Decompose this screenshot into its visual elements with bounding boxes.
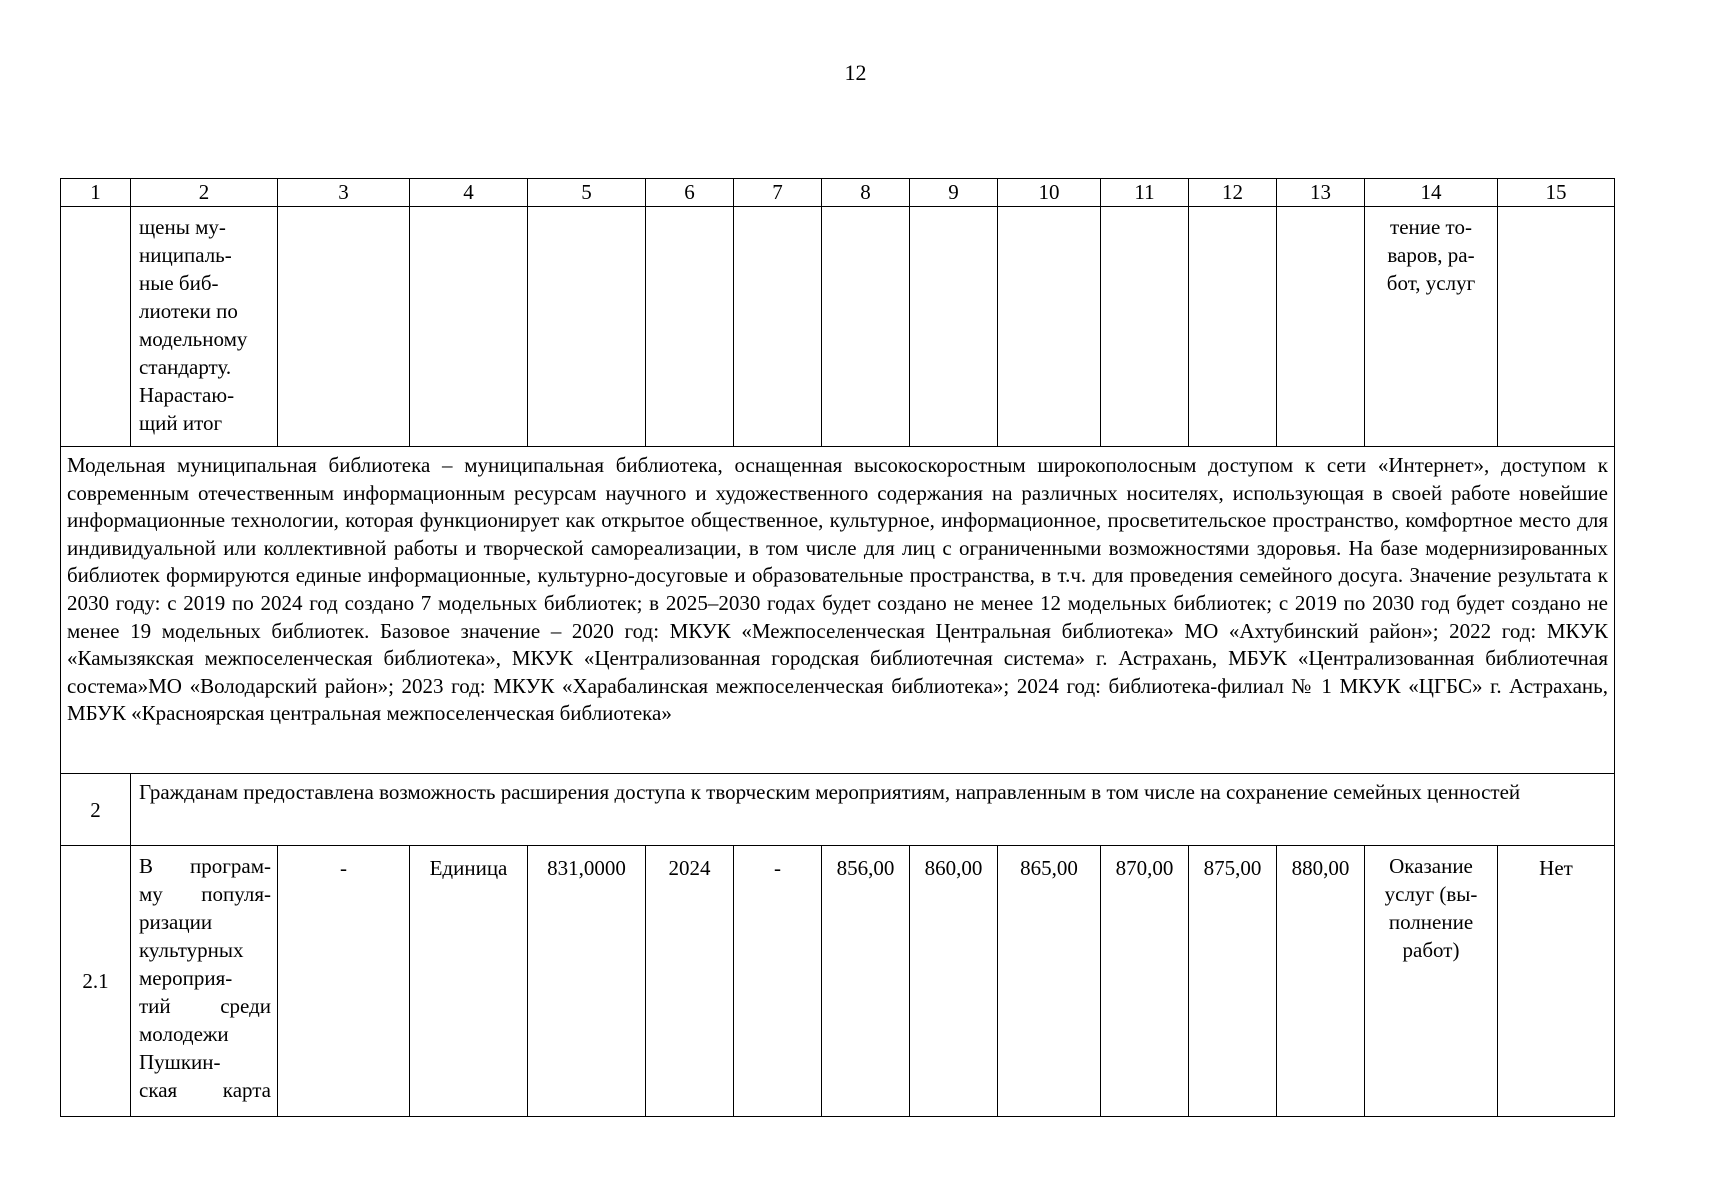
value-cell-col13: 880,00 bbox=[1277, 846, 1365, 1117]
description-row bbox=[61, 447, 1615, 774]
cell-col7: - bbox=[734, 846, 822, 1117]
indicator-row-2-1 bbox=[61, 846, 1615, 1117]
empty-cell bbox=[61, 207, 131, 447]
empty-cell bbox=[822, 207, 910, 447]
page-number: 12 bbox=[844, 60, 867, 85]
header-cell: 5 bbox=[528, 179, 646, 207]
section-title: Гражданам предоставлена возможность расширения доступа к творческим мероприятиям, направленным в том числе на сохранение семейных ценностей bbox=[131, 774, 1615, 846]
empty-cell bbox=[646, 207, 734, 447]
indicator-name: В програм- му популя- ризации культурных мероприя- тий среди молодежи Пушкин- ская карта bbox=[131, 846, 278, 1117]
empty-cell bbox=[1498, 207, 1615, 447]
unit-cell: Единица bbox=[410, 846, 528, 1117]
cell-col3: - bbox=[278, 846, 410, 1117]
row-number: 2.1 bbox=[61, 846, 131, 1117]
header-cell: 14 bbox=[1365, 179, 1498, 207]
indicators-table bbox=[60, 178, 1615, 1117]
header-cell: 8 bbox=[822, 179, 910, 207]
value-cell-col10: 865,00 bbox=[998, 846, 1101, 1117]
value-cell-col12: 875,00 bbox=[1189, 846, 1277, 1117]
continuation-row bbox=[61, 207, 1615, 447]
header-cell: 12 bbox=[1189, 179, 1277, 207]
result-type-continued: тение то- варов, ра- бот, услуг bbox=[1365, 207, 1498, 447]
header-cell: 13 bbox=[1277, 179, 1365, 207]
base-year-cell: 2024 bbox=[646, 846, 734, 1117]
indicator-name-continued: щены му- ниципаль- ные биб- лиотеки по модельному стандарту. Нарастаю- щий итог bbox=[131, 207, 278, 447]
empty-cell bbox=[734, 207, 822, 447]
header-cell: 7 bbox=[734, 179, 822, 207]
header-cell: 11 bbox=[1101, 179, 1189, 207]
result-type-cell: Оказание услуг (вы- полнение работ) bbox=[1365, 846, 1498, 1117]
empty-cell bbox=[1101, 207, 1189, 447]
section-number: 2 bbox=[61, 774, 131, 846]
header-cell: 10 bbox=[998, 179, 1101, 207]
value-cell-col9: 860,00 bbox=[910, 846, 998, 1117]
header-cell: 3 bbox=[278, 179, 410, 207]
empty-cell bbox=[528, 207, 646, 447]
header-cell: 15 bbox=[1498, 179, 1615, 207]
empty-cell bbox=[910, 207, 998, 447]
model-library-description: Модельная муниципальная библиотека – муниципальная библиотека, оснащенная высокоскоростным широкополосным доступом к сети «Интернет», доступом к современным отечественным информационным ресурсам научного и художественного содержания на различных носителях, использующая в своей работе новейшие информационные технологии, которая функционирует как открытое общественное, культурное, информационное, просветительское пространство, комфортное место для индивидуальной или коллективной работы и творческой самореализации, в том числе для лиц с ограниченными возможностями здоровья. На базе модернизированных библиотек формируются единые информационные, культурно-досуговые и образовательные пространства, в т.ч. для проведения семейного досуга. Значение результата к 2030 году: с 2019 по 2024 год создано 7 модельных библиотек; в 2025–2030 годах будет создано не менее 12 модельных библиотек; с 2019 по 2030 год будет создано не менее 19 модельных библиотек. Базовое значение – 2020 год: МКУК «Межпоселенческая Центральная библиотека» МО «Ахтубинский район»; 2022 год: МКУК «Камызякская межпоселенческая библиотека», МКУК «Централизованная городская библиотечная система» г. Астрахань, МБУК «Централизованная библиотечная состема»МО «Володарский район»; 2023 год: МКУК «Харабалинская межпоселенческая библиотека»; 2024 год: библиотека-филиал № 1 МКУК «ЦГБС» г. Астрахань, МБУК «Красноярская центральная межпоселенческая библиотека» bbox=[61, 447, 1615, 774]
base-value-cell: 831,0000 bbox=[528, 846, 646, 1117]
empty-cell bbox=[410, 207, 528, 447]
cell-col15: Нет bbox=[1498, 846, 1615, 1117]
header-row bbox=[61, 179, 1615, 207]
header-cell: 1 bbox=[61, 179, 131, 207]
empty-cell bbox=[1189, 207, 1277, 447]
section-row bbox=[61, 774, 1615, 846]
empty-cell bbox=[1277, 207, 1365, 447]
empty-cell bbox=[998, 207, 1101, 447]
header-cell: 6 bbox=[646, 179, 734, 207]
header-cell: 4 bbox=[410, 179, 528, 207]
header-cell: 2 bbox=[131, 179, 278, 207]
empty-cell bbox=[278, 207, 410, 447]
header-cell: 9 bbox=[910, 179, 998, 207]
value-cell-col8: 856,00 bbox=[822, 846, 910, 1117]
value-cell-col11: 870,00 bbox=[1101, 846, 1189, 1117]
